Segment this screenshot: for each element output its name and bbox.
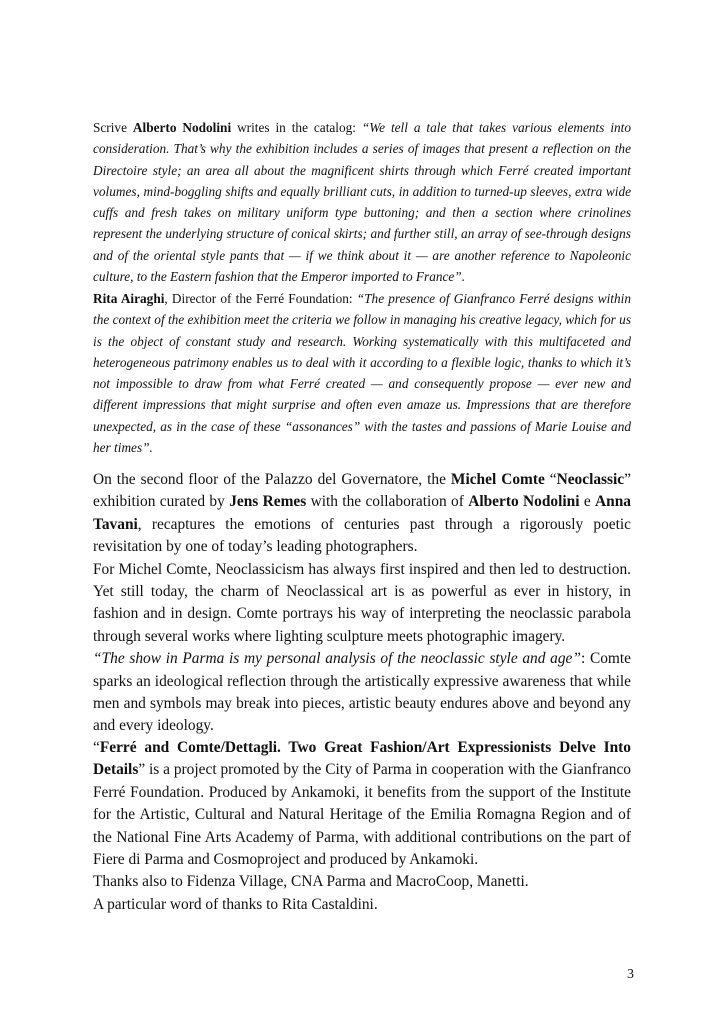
text-run: “ [93,739,100,756]
thanks-line: Thanks also to Fidenza Village, CNA Parma and MacroCoop, Manetti. [93,873,529,891]
comte-quote: “The show in Parma is my personal analysis of the neoclassic style and age” [93,650,581,668]
project-title: Ferré and Comte/Dettagli. Two Great Fashion/Art Expressionists Delve Into Details [93,739,631,779]
neoclassic-section [93,469,631,738]
director-name: Rita Airaghi [93,291,165,306]
director-quote: “The presence of Gianfranco Ferré designs within the context of the exhibition meet the criteria we follow in managing his creative legacy, which for us is the object of constant study and research. Working systematically with this multifaceted and heterogeneous patrimony enables us to deal with it according to a flexible logic, thanks to which it’s not impossible to draw from what Ferré created — and consequently propose — ever new and different impressions that might surprise and often even amaze us. Impressions that are therefore unexpected, as in the case of these “assonances” with the tastes and passions of Marie Louise and her times”. [93,291,631,456]
text-run: with the collaboration of [306,493,469,511]
neoclassic-intro [93,469,631,559]
text-run: ” exhibition curated by [93,471,631,511]
collaborator-name: Anna Tavani [93,493,631,533]
comte-quote-rest: : Comte sparks an ideological reflection through the artistically expressive awareness that while men and symbols may break into pieces, artistic beauty endures above and beyond any and every ideology. [93,650,631,735]
curator-name: Jens Remes [229,493,307,511]
photographer-name: Michel Comte [450,471,545,488]
page-number: 3 [627,967,634,982]
neoclassicism-text: For Michel Comte, Neoclassicism has always first inspired and then led to destruction. Yet still today, the charm of Neoclassical art is as powerful as ever in history, in fashion and in design. Comte portrays his way of interpreting the neoclassic parabola through several works where lighting sculpture meets photographic imagery. [93,560,631,645]
intro-mid-text: writes in the catalog: [231,120,362,135]
airaghi-paragraph [93,288,631,458]
text-run: , recaptures the emotions of centuries past through a rigorously poetic revisitation by one of today’s leading photographers. [93,515,631,556]
text-run: On the second floor of the Palazzo del Governatore, the [93,471,451,488]
collaborator-name: Alberto Nodolini [468,493,580,511]
intro-text: Scrive [93,120,133,135]
director-role-text: , Director of the Ferré Foundation: [164,291,357,306]
text-run: “ [544,471,557,488]
comte-quote-line [93,648,631,738]
project-section [93,737,631,916]
author-name: Alberto Nodolini [132,120,232,135]
project-description [93,737,631,871]
text-run: ” [138,761,146,779]
exhibition-name: Neoclassic [556,471,625,488]
nodolini-paragraph [93,117,631,287]
project-body: is a project promoted by the City of Parma in cooperation with the Gianfranco Ferré Foundation. Produced by Ankamoki, it benefits from the support of the Institute for the Artistic, Cultural and Natural Heritage of the Emilia Romagna Region and of the National Fine Arts Academy of Parma, with additional contributions on the part of Fiere di Parma and Cosmoproject and produced by Ankamoki. [93,761,631,869]
thanks-line: A particular word of thanks to Rita Castaldini. [93,895,378,913]
catalog-quote: “We tell a tale that takes various elements into consideration. That’s why the exhibition includes a series of images that present a reflection on the Directoire style; an area all about the magnificent shirts through which Ferré created important volumes, mind-boggling shifts and equally brilliant cuts, in addition to turned-up sleeves, extra wide cuffs and fresh takes on military uniform type buttoning; and then a section where crinolines represent the underlying structure of conical skirts; and further still, an array of see-through designs and of the oriental style pants that — if we think about it — are another reference to Napoleonic culture, to the Eastern fashion that the Emperor imported to France”. [93,120,632,285]
text-run: e [579,493,596,511]
